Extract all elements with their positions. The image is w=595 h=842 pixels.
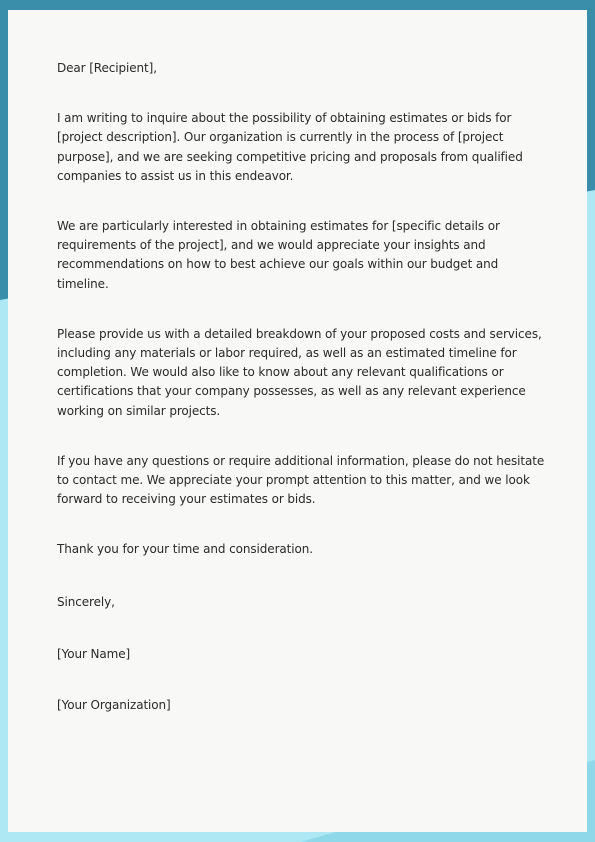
paragraph-intro: I am writing to inquire about the possibility of obtaining estimates or bids for [project description]. Our organization is currently in the process of [project purpose], and we are seeking competitive pricing and proposals from qualified companies to assist us in this endeavor. (57, 111, 523, 183)
closing-line: Sincerely, (57, 594, 115, 609)
paragraph-request-details: Please provide us with a detailed breakdown of your proposed costs and services, including any materials or labor required, as well as an estimated timeline for completion. We would also like to know about any relevant qualifications or certifications that your company possesses, as well as any relevant experience working on similar projects. (57, 326, 542, 418)
signature-name: [Your Name] (57, 646, 131, 661)
letter-page (8, 10, 587, 832)
thanks-line: Thank you for your time and consideration. (57, 542, 313, 557)
paragraph-contact: If you have any questions or require additional information, please do not hesitate to contact me. We appreciate your prompt attention to this matter, and we look forward to receiving your estimates or bids. (57, 453, 545, 507)
signature-organization: [Your Organization] (57, 698, 171, 713)
letter-body (57, 59, 547, 715)
salutation: Dear [Recipient], (57, 61, 157, 75)
paragraph-interest: We are particularly interested in obtaining estimates for [specific details or requirements of the project], and we would appreciate your insights and recommendations on how to best achieve our goals within our budget and timeline. (57, 219, 500, 291)
